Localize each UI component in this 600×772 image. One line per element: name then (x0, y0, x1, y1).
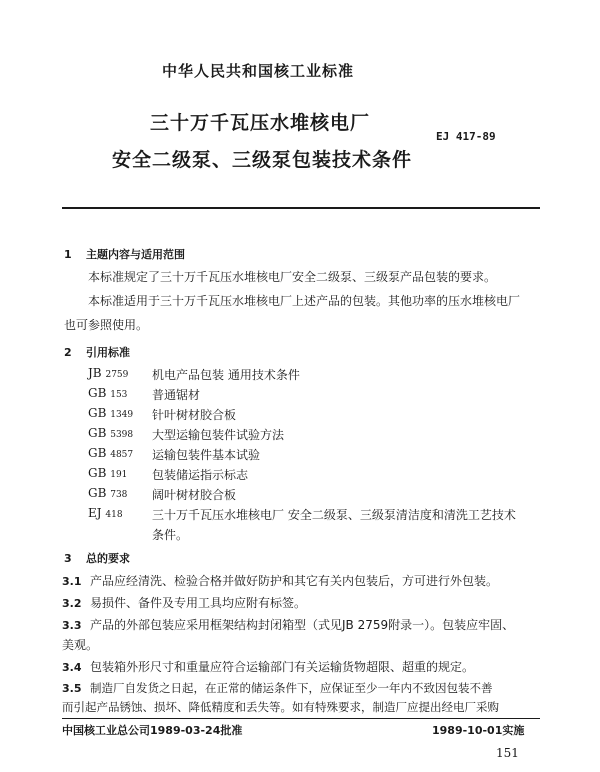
requirement-item: 3.4 包装箱外形尺寸和重量应符合运输部门有关运输货物超限、超重的规定。 (62, 660, 475, 674)
section-1-para-1: 本标准规定了三十万千瓦压水堆核电厂安全二级泵、三级泵产品包装的要求。 (88, 270, 497, 284)
requirement-item: 3.1 产品应经清洗、检验合格并做好防护和其它有关内包装后，方可进行外包装。 (62, 574, 499, 588)
ref-title: 大型运输包装件试验方法 (152, 428, 285, 442)
ref-title: 阔叶树材胶合板 (152, 488, 237, 502)
ref-code: GB 738 (88, 486, 128, 500)
issuing-organization: 中华人民共和国核工业标准 (162, 62, 355, 80)
standard-code: EJ 417-89 (436, 130, 496, 143)
ref-title-continuation: 条件。 (152, 528, 189, 542)
effective-date: 1989-10-01实施 (432, 724, 525, 737)
ref-title: 普通锯材 (152, 388, 201, 402)
section-3-heading: 3 总的要求 (64, 552, 130, 565)
requirement-item: 3.5 制造厂自发货之日起，在正常的储运条件下，应保证至少一年内不致因包装不善 (62, 681, 493, 695)
requirement-item: 3.2 易损件、备件及专用工具均应附有标签。 (62, 596, 307, 610)
requirement-continuation: 美观。 (62, 638, 99, 652)
footer-divider (62, 718, 540, 719)
ref-title: 针叶树材胶合板 (152, 408, 237, 422)
requirement-item: 3.3 产品的外部包装应采用框架结构封闭箱型（式见JB 2759附录一）。包装应牢固、 (62, 618, 515, 632)
ref-code: GB 153 (88, 386, 128, 400)
section-2-heading: 2 引用标准 (64, 346, 130, 359)
page-number: 151 (496, 746, 519, 760)
requirement-continuation: 而引起产品锈蚀、损坏、降低精度和丢失等。如有特殊要求，制造厂应提出经电厂采购 (62, 700, 499, 714)
ref-code: EJ 418 (88, 506, 123, 520)
ref-title: 三十万千瓦压水堆核电厂 安全二级泵、三级泵清洁度和清洗工艺技术 (152, 508, 516, 522)
ref-title: 运输包装件基本试验 (152, 448, 261, 462)
header-divider (62, 207, 540, 209)
title-line-1: 三十万千瓦压水堆核电厂 (150, 112, 371, 134)
approval-date: 中国核工业总公司1989-03-24批准 (62, 724, 243, 737)
section-1-para-2b: 也可参照使用。 (64, 318, 149, 332)
ref-code: JB 2759 (88, 366, 129, 380)
section-1-para-2a: 本标准适用于三十万千瓦压水堆核电厂上述产品的包装。其他功率的压水堆核电厂 (88, 294, 521, 308)
ref-code: GB 191 (88, 466, 128, 480)
ref-code: GB 1349 (88, 406, 134, 420)
ref-code: GB 5398 (88, 426, 134, 440)
ref-title: 机电产品包装 通用技术条件 (152, 368, 300, 382)
ref-title: 包装储运指示标志 (152, 468, 249, 482)
ref-code: GB 4857 (88, 446, 134, 460)
section-1-heading: 1 主题内容与适用范围 (64, 248, 185, 261)
title-line-2: 安全二级泵、三级泵包装技术条件 (112, 149, 413, 171)
